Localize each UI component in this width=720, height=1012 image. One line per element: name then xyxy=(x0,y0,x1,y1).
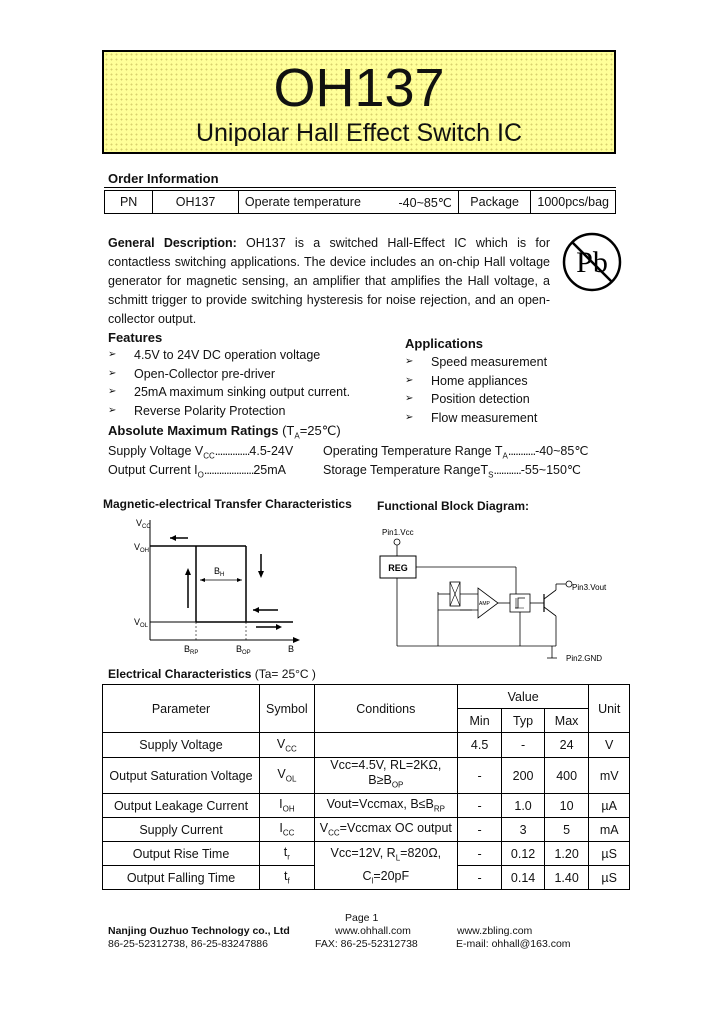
bh-label: $B_H$ xyxy=(214,566,225,578)
header-value: Value xyxy=(457,685,588,709)
order-cell: PN xyxy=(105,191,153,214)
application-item: ➢ Speed measurement xyxy=(405,353,547,372)
product-title: OH137 xyxy=(273,58,445,118)
transfer-diagram xyxy=(128,512,308,657)
website-ohhall[interactable]: www.ohhall.com xyxy=(335,925,411,937)
pb-free-logo xyxy=(560,230,624,294)
electrical-heading xyxy=(108,667,316,681)
website-zbling[interactable]: www.zbling.com xyxy=(457,925,533,937)
general-description xyxy=(108,234,550,329)
features-list xyxy=(108,346,350,421)
application-item: ➢ Position detection xyxy=(405,390,547,409)
vcc-label: $V_{CC}$ xyxy=(136,518,151,530)
header-parameter: Parameter xyxy=(103,685,260,733)
order-table xyxy=(104,190,616,214)
feature-item: ➢ 4.5V to 24V DC operation voltage xyxy=(108,346,350,365)
table-row: Output Leakage Current $I_{OH}$ Vout=Vccmax, $B\le B_{RP}$ - 1.0 10 µA xyxy=(103,794,630,818)
order-rule xyxy=(104,187,616,188)
header-max: Max xyxy=(544,709,589,733)
description-text: OH137 is a switched Hall-Effect IC which is for contactless switching applications. The device includes an on-chip Hall voltage generator for magnetic sensing, an amplifier that amplifies the Hall voltage, a schmitt trigger to provide switching hysteresis for noise rejection, and an open-collector output. xyxy=(108,236,550,326)
feature-item: ➢ 25mA maximum sinking output current. xyxy=(108,383,350,402)
voh-label: $V_{OH}$ xyxy=(134,542,150,554)
header-typ: Typ xyxy=(502,709,545,733)
electrical-condition: (Ta= 25°C ) xyxy=(254,667,316,681)
table-row: Output Falling Time $t_f$ $C_l=20pF$ - 0.14 1.40 µS xyxy=(103,866,630,890)
operating-temperature-rating: Operating Temperature Range $T_A...........-40\sim 85℃$ xyxy=(323,444,589,461)
reg-label: REG xyxy=(388,563,408,573)
condition-line: Vcc=4.5V, RL=2KΩ, xyxy=(330,758,442,773)
bop-label: $B_{OP}$ xyxy=(236,644,251,656)
supply-voltage-rating: Supply Voltage $V_{CC}..............4.5-24V$ xyxy=(108,444,294,461)
feature-item: ➢ Open-Collector pre-driver xyxy=(108,365,350,384)
absolute-ratings-heading xyxy=(108,423,341,441)
fax-number: FAX: 86-25-52312738 xyxy=(315,938,418,950)
pin2-label: Pin2.GND xyxy=(566,654,603,663)
phone-numbers: 86-25-52312738, 86-25-83247886 xyxy=(108,938,268,950)
header-unit: Unit xyxy=(589,685,630,733)
order-cell: OH137 xyxy=(153,191,239,214)
brp-label: $B_{RP}$ xyxy=(184,644,199,656)
company-name: Nanjing Ouzhuo Technology co., Ltd xyxy=(108,925,290,937)
table-row: Supply Current $I_{CC}$ $V_{CC}=Vccmax$ OC output - 3 5 mA xyxy=(103,818,630,842)
vol-label: $V_{OL}$ xyxy=(134,617,149,629)
product-subtitle: Unipolar Hall Effect Switch IC xyxy=(195,119,523,147)
email-address[interactable]: E-mail: ohhall@163.com xyxy=(456,938,571,950)
header-symbol: Symbol xyxy=(260,685,315,733)
table-row: Output Rise Time $t_r$ Vcc=12V, $R_L=820\Omega$, - 0.12 1.20 µS xyxy=(103,842,630,866)
applications-heading: Applications xyxy=(405,336,484,351)
header-conditions: Conditions xyxy=(314,685,457,733)
applications-list xyxy=(405,353,547,428)
pin3-label: Pin3.Vout xyxy=(572,583,607,592)
features-heading: Features xyxy=(108,330,163,345)
application-item: ➢ Home appliances xyxy=(405,372,547,391)
block-diagram xyxy=(376,522,626,667)
order-cell: 1000pcs/bag xyxy=(531,191,616,214)
transfer-heading: Magnetic-electrical Transfer Characteristics xyxy=(103,497,352,511)
storage-temperature-rating: Storage Temperature RangeT$_S$...........-55~150℃ xyxy=(323,463,581,480)
header-min: Min xyxy=(457,709,501,733)
order-cell: Package xyxy=(458,191,531,214)
amp-label: AMP xyxy=(479,601,490,607)
feature-item: ➢ Reverse Polarity Protection xyxy=(108,402,350,421)
electrical-table xyxy=(102,684,630,890)
application-item: ➢ Flow measurement xyxy=(405,409,547,428)
title-banner xyxy=(102,50,616,154)
condition-line: $B\ge B_{OP}$ xyxy=(368,773,404,790)
pb-logo-graphic xyxy=(560,230,624,294)
block-diagram-heading: Functional Block Diagram: xyxy=(377,499,530,513)
order-cell: Operate temperature xyxy=(238,191,374,214)
order-heading: Order Information xyxy=(108,171,219,186)
description-label: General Description: xyxy=(108,236,237,250)
pb-logo-text: Pb xyxy=(576,246,608,279)
output-current-rating: Output Current $I_O....................25mA$ xyxy=(108,463,286,480)
absolute-ratings-title: Absolute Maximum Ratings xyxy=(108,423,279,438)
table-row: Supply Voltage $V_{CC}$ 4.5 - 24 V xyxy=(103,733,630,758)
electrical-title: Electrical Characteristics xyxy=(108,667,252,681)
pin1-label: Pin1.Vcc xyxy=(382,528,414,537)
absolute-ratings-condition: $(T_A=25℃)$ xyxy=(282,423,341,441)
order-cell: -40~85℃ xyxy=(375,191,459,214)
b-axis-label: B xyxy=(288,644,295,654)
table-row: Output Saturation Voltage $V_{OL}$ Vcc=4.5V, RL=2KΩ, $B\ge B_{OP}$ - 200 400 mV xyxy=(103,758,630,794)
page-number: Page 1 xyxy=(345,912,379,924)
